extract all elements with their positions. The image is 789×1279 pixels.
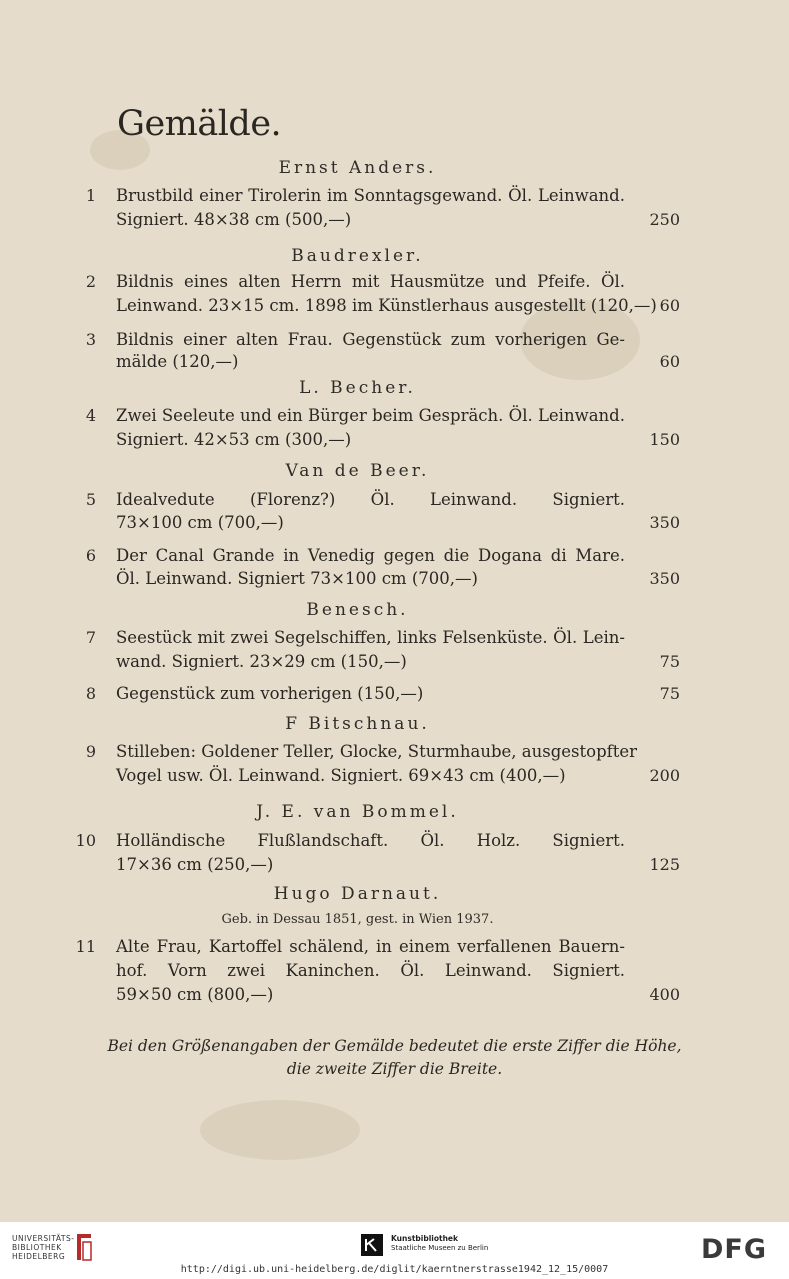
viewer-footer (0, 1222, 789, 1279)
lot-description-line: Bildnis eines alten Herrn mit Hausmütze und Pfeife. Öl. (116, 272, 625, 291)
lot-price: 75 (659, 684, 680, 703)
artist-heading: F Bitschnau. (285, 714, 430, 734)
lot-number: 11 (75, 937, 96, 956)
logo-line: UNIVERSITÄTS- (12, 1234, 75, 1243)
artist-heading: Baudrexler. (291, 246, 424, 266)
lot-number: 2 (85, 272, 96, 291)
lot-price: 350 (649, 513, 680, 532)
lot-number: 4 (85, 406, 96, 425)
artist-heading: Ernst Anders. (278, 158, 437, 178)
artist-heading: J. E. van Bommel. (256, 802, 459, 822)
university-library-logo[interactable] (12, 1234, 74, 1261)
lot-price: 200 (649, 766, 680, 785)
lot-price: 75 (659, 652, 680, 671)
lot-description-line: Signiert. 42×53 cm (300,—) (116, 430, 352, 449)
lot-description-line: 73×100 cm (700,—) (116, 513, 284, 532)
lot-price: 60 (659, 352, 680, 371)
lot-price: 60 (659, 296, 680, 315)
lot-description-line: Brustbild einer Tirolerin im Sonntagsgewand. Öl. Leinwand. (116, 186, 625, 205)
artist-heading: Benesch. (306, 600, 409, 620)
artist-heading: L. Becher. (299, 378, 416, 398)
lot-description-line: 17×36 cm (250,—) (116, 855, 274, 874)
lot-description-line: Leinwand. 23×15 cm. 1898 im Künstlerhaus ausgestellt (120,—) (116, 296, 657, 315)
footnote-line: die zweite Ziffer die Breite. (286, 1060, 503, 1078)
lot-description-line: Holländische Flußlandschaft. Öl. Holz. Signiert. (116, 831, 625, 850)
lot-description-line: wand. Signiert. 23×29 cm (150,—) (116, 652, 407, 671)
lot-number: 3 (85, 330, 96, 349)
lot-price: 250 (649, 210, 680, 229)
page-url[interactable]: http://digi.ub.uni-heidelberg.de/diglit/kaerntnerstrasse1942_12_15/0007 (180, 1264, 609, 1275)
lot-description-line: 59×50 cm (800,—) (116, 985, 274, 1004)
lot-price: 350 (649, 569, 680, 588)
lot-description-line: Zwei Seeleute und ein Bürger beim Gespräch. Öl. Leinwand. (116, 406, 625, 425)
kunstbibliothek-logo-icon[interactable] (360, 1233, 384, 1257)
footnote-line: Bei den Größenangaben der Gemälde bedeutet die erste Ziffer die Höhe, (107, 1037, 682, 1055)
artist-heading: Hugo Darnaut. (273, 884, 442, 904)
lot-description-line: Der Canal Grande in Venedig gegen die Dogana di Mare. (116, 546, 625, 565)
lot-number: 7 (85, 628, 96, 647)
lot-number: 8 (85, 684, 96, 703)
logo-line: BIBLIOTHEK (12, 1243, 62, 1252)
artist-note: Geb. in Dessau 1851, gest. in Wien 1937. (221, 912, 494, 927)
lot-price: 125 (649, 855, 680, 874)
logo-line: HEIDELBERG (12, 1252, 66, 1261)
lot-number: 6 (85, 546, 96, 565)
lot-number: 5 (85, 490, 96, 509)
lot-description-line: Bildnis einer alten Frau. Gegenstück zum vorherigen Ge- (116, 330, 625, 349)
lot-description-line: hof. Vorn zwei Kaninchen. Öl. Leinwand. Signiert. (116, 961, 625, 980)
lot-price: 400 (649, 985, 680, 1004)
university-crest-icon (73, 1232, 95, 1262)
lot-description-line: Gegenstück zum vorherigen (150,—) (116, 684, 424, 703)
kb-subtitle: Staatliche Museen zu Berlin (391, 1244, 489, 1252)
dfg-logo[interactable]: DFG (701, 1234, 768, 1265)
paper-stain (200, 1100, 360, 1160)
lot-description-line: Idealvedute (Florenz?) Öl. Leinwand. Signiert. (116, 490, 625, 509)
lot-description-line: Signiert. 48×38 cm (500,—) (116, 210, 352, 229)
page-title: Gemälde. (117, 104, 282, 144)
kunstbibliothek-label (391, 1234, 488, 1253)
artist-heading: Van de Beer. (285, 461, 430, 481)
lot-number: 10 (75, 831, 96, 850)
lot-description-line: Seestück mit zwei Segelschiffen, links Felsenküste. Öl. Lein- (116, 628, 625, 647)
lot-description-line: mälde (120,—) (116, 352, 239, 371)
kb-name: Kunstbibliothek (391, 1234, 459, 1243)
lot-number: 1 (85, 186, 96, 205)
lot-description-line: Alte Frau, Kartoffel schälend, in einem verfallenen Bauern- (116, 937, 625, 956)
lot-price: 150 (649, 430, 680, 449)
lot-description-line: Öl. Leinwand. Signiert 73×100 cm (700,—) (116, 569, 478, 588)
lot-number: 9 (85, 742, 96, 761)
lot-description-line: Stilleben: Goldener Teller, Glocke, Sturmhaube, ausgestopfter (116, 742, 638, 761)
lot-description-line: Vogel usw. Öl. Leinwand. Signiert. 69×43 cm (400,—) (116, 766, 566, 785)
